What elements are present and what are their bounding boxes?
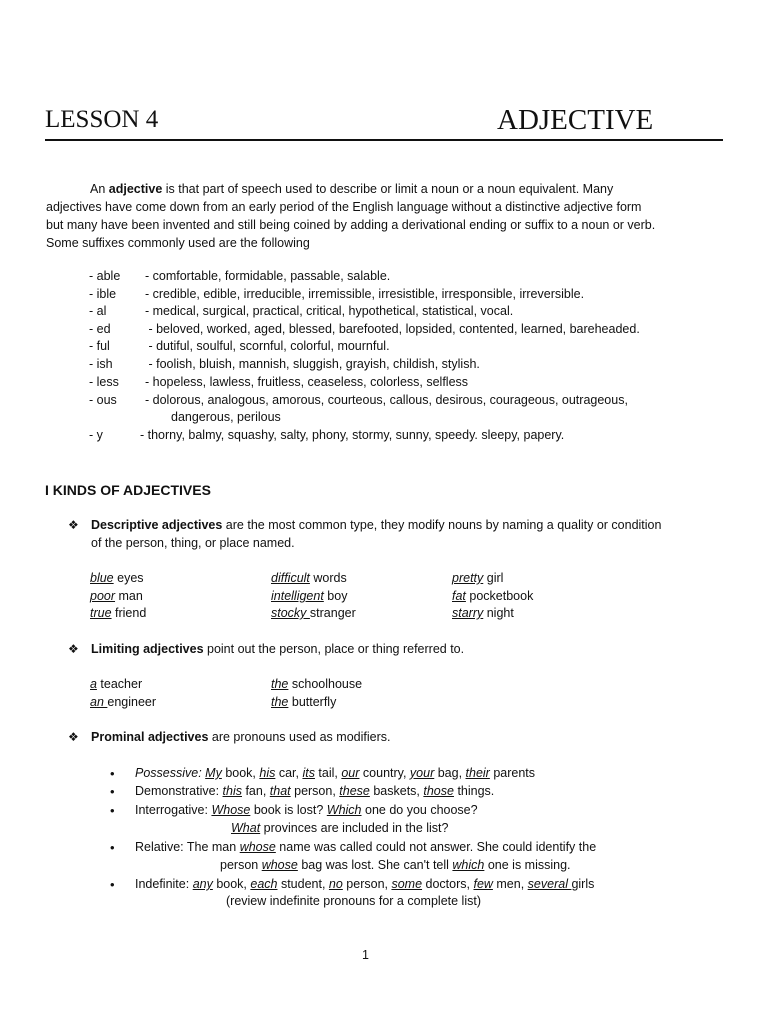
dot-bullet-icon: • [110,840,115,855]
page-title: ADJECTIVE [497,104,654,136]
example-item: poor man [90,589,143,603]
lesson-label: LESSON 4 [45,106,159,133]
example-item: starry night [452,606,514,620]
example-item: an engineer [90,695,157,709]
example-item: intelligent boy [271,589,348,603]
suffix-row: - less - hopeless, lawless, fruitless, ceaseless, colorless, selfless [89,375,469,389]
example-item: blue eyes [90,571,144,585]
suffix-row: - ible - credible, edible, irreducible, irremissible, irresistible, irresponsible, irreversible. [89,287,585,301]
suffix-row-continuation: dangerous, perilous [171,410,281,424]
example-item: the schoolhouse [271,677,363,691]
diamond-bullet-icon: ❖ [68,642,79,656]
interrogative-line: Interrogative: Whose book is lost? Which one do you choose? [135,803,478,817]
example-item: a teacher [90,677,143,691]
suffix-row: - ed - beloved, worked, aged, blessed, barefooted, lopsided, contented, learned, bareheaded. [89,322,640,336]
dot-bullet-icon: • [110,803,115,818]
intro-line-3: but many have been invented and still being coined by adding a derivational ending or suffix to a noun or verb. [46,218,656,232]
suffix-row: - al - medical, surgical, practical, critical, hypothetical, statistical, vocal. [89,304,514,318]
example-item: fat pocketbook [452,589,534,603]
example-item: the butterfly [271,695,337,709]
indefinite-line: Indefinite: any book, each student, no person, some doctors, few men, several girls [135,877,595,891]
suffix-row: - y - thorny, balmy, squashy, salty, phony, stormy, sunny, speedy. sleepy, papery. [89,428,565,442]
intro-paragraph [46,180,736,252]
prominal-line: Prominal adjectives are pronouns used as modifiers. [91,730,391,744]
example-item: difficult words [271,571,347,585]
relative-line-2: person whose bag was lost. She can't tell which one is missing. [220,858,571,872]
suffix-row: - ish - foolish, bluish, mannish, sluggish, grayish, childish, stylish. [89,357,480,371]
diamond-bullet-icon: ❖ [68,518,79,532]
dot-bullet-icon: • [110,766,115,781]
intro-line-1: An adjective is that part of speech used to describe or limit a noun or a noun equivalent. Many [90,182,614,196]
possessive-line: Possessive: My book, his car, its tail, our country, your bag, their parents [135,766,536,780]
suffix-row: - ful - dutiful, soulful, scornful, colorful, mournful. [89,339,390,353]
relative-line: Relative: The man whose name was called could not answer. She could identify the [135,840,597,854]
page-number: 1 [362,948,369,962]
demonstrative-line: Demonstrative: this fan, that person, these baskets, those things. [135,784,495,798]
indefinite-note: (review indefinite pronouns for a complete list) [226,894,481,908]
intro-line-2: adjectives have come down from an early period of the English language without a distinctive adjective form [46,200,642,214]
limiting-line: Limiting adjectives point out the person, place or thing referred to. [91,642,465,656]
intro-line-4: Some suffixes commonly used are the following [46,236,310,250]
example-item: pretty girl [452,571,504,585]
example-item: true friend [90,606,147,620]
section-heading: I KINDS OF ADJECTIVES [45,482,211,498]
suffix-row: - able - comfortable, formidable, passable, salable. [89,269,391,283]
interrogative-line-2: What provinces are included in the list? [231,821,449,835]
diamond-bullet-icon: ❖ [68,730,79,744]
descriptive-line-2: of the person, thing, or place named. [91,536,295,550]
dot-bullet-icon: • [110,784,115,799]
dot-bullet-icon: • [110,877,115,892]
example-item: stocky stranger [271,606,356,620]
title-rule [45,139,723,141]
suffix-row: - ous - dolorous, analogous, amorous, courteous, callous, desirous, courageous, outrageous, [89,393,628,407]
descriptive-line-1: Descriptive adjectives are the most common type, they modify nouns by naming a quality or condition [91,518,662,532]
